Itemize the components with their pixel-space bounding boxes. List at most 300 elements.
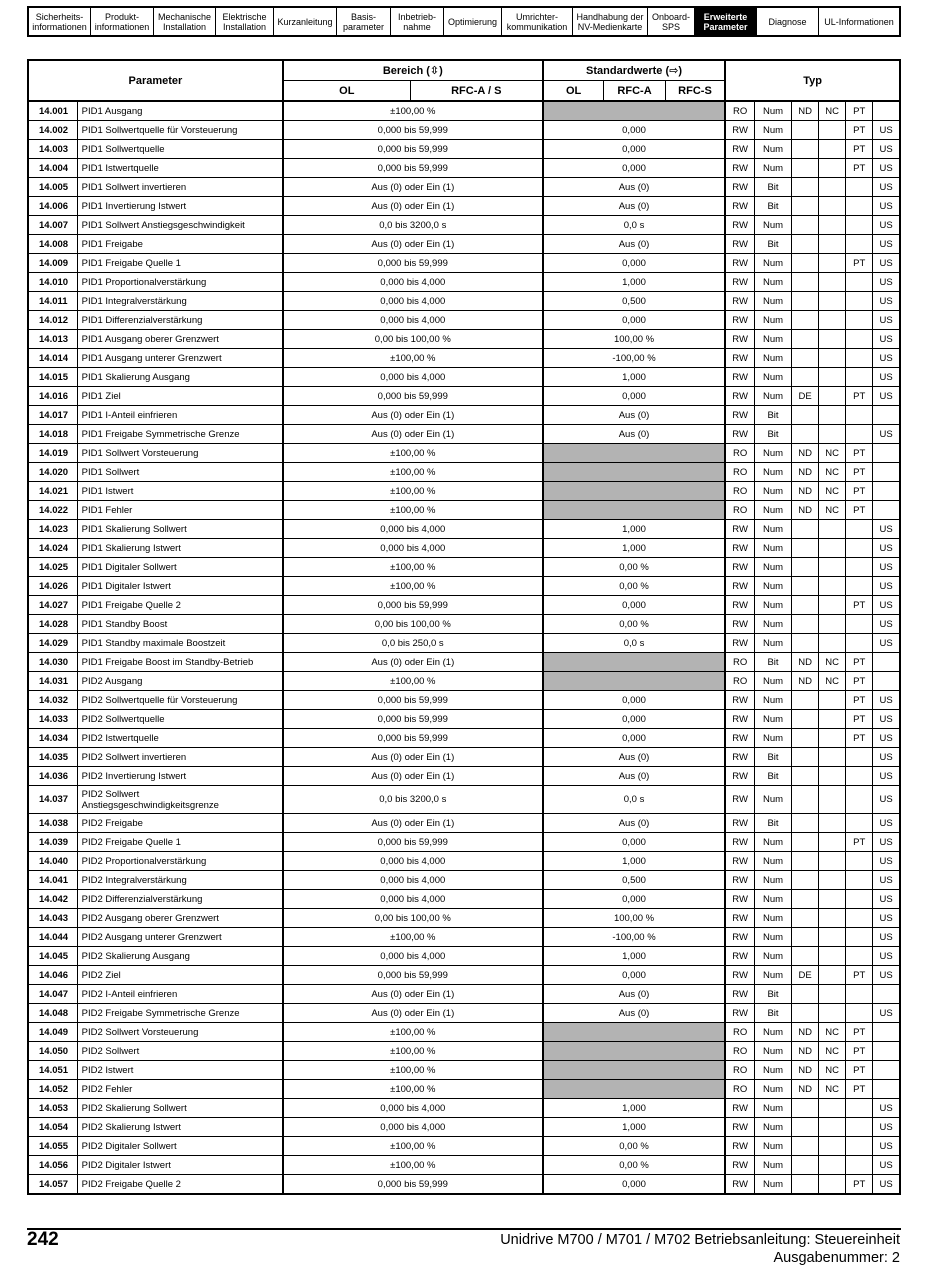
- type-access: RO: [725, 501, 754, 520]
- type-flag-us: US: [873, 368, 900, 387]
- parameter-range: 0,000 bis 59,999: [283, 691, 543, 710]
- type-flag-nd: [792, 928, 819, 947]
- parameter-range: Aus (0) oder Ein (1): [283, 197, 543, 216]
- parameter-name: PID2 Sollwert Anstiegsgeschwindigkeitsgrenze: [77, 786, 283, 814]
- type-flag-nc: NC: [819, 1023, 846, 1042]
- type-flag-pt: PT: [846, 140, 873, 159]
- table-row: [28, 890, 900, 909]
- header-default-ol: OL: [543, 81, 604, 102]
- type-flag-pt: [846, 425, 873, 444]
- parameter-number: 14.018: [28, 425, 77, 444]
- parameter-name: PID1 Invertierung Istwert: [77, 197, 283, 216]
- header-default-rfc-s: RFC-S: [665, 81, 725, 102]
- parameter-name: PID1 Sollwert invertieren: [77, 178, 283, 197]
- parameter-name: PID1 Freigabe Quelle 1: [77, 254, 283, 273]
- parameter-range: 0,000 bis 4,000: [283, 1099, 543, 1118]
- parameter-default: 0,000: [543, 1175, 726, 1195]
- type-flag-pt: [846, 349, 873, 368]
- type-flag-pt: PT: [846, 966, 873, 985]
- type-flag-us: US: [873, 330, 900, 349]
- chapter-tab[interactable]: Optimierung: [444, 8, 502, 35]
- type-access: RO: [725, 463, 754, 482]
- parameter-number: 14.036: [28, 767, 77, 786]
- parameter-default: 0,000: [543, 596, 726, 615]
- parameter-default: 0,00 %: [543, 1137, 726, 1156]
- type-flag-nd: [792, 558, 819, 577]
- type-flag-nd: [792, 178, 819, 197]
- type-access: RO: [725, 1023, 754, 1042]
- type-flag-nc: [819, 814, 846, 833]
- type-flag-pt: PT: [846, 482, 873, 501]
- chapter-tab[interactable]: Kurzanleitung: [274, 8, 337, 35]
- parameter-range: 0,000 bis 4,000: [283, 539, 543, 558]
- parameter-range: 0,000 bis 59,999: [283, 1175, 543, 1195]
- table-row: [28, 349, 900, 368]
- parameter-name: PID1 Istwert: [77, 482, 283, 501]
- parameter-number: 14.031: [28, 672, 77, 691]
- type-access: RO: [725, 1061, 754, 1080]
- type-flag-pt: [846, 273, 873, 292]
- type-flag-us: [873, 672, 900, 691]
- type-flag-nd: ND: [792, 101, 819, 121]
- footer-title-line2: Ausgabenummer: 2: [773, 1250, 900, 1266]
- type-flag-nd: [792, 947, 819, 966]
- parameter-number: 14.028: [28, 615, 77, 634]
- type-flag-us: US: [873, 159, 900, 178]
- type-flag-nc: [819, 330, 846, 349]
- parameter-range: Aus (0) oder Ein (1): [283, 425, 543, 444]
- type-access: RW: [725, 966, 754, 985]
- type-datatype: Num: [754, 786, 791, 814]
- type-datatype: Num: [754, 387, 791, 406]
- parameter-table: [27, 59, 901, 1195]
- type-flag-nd: ND: [792, 1023, 819, 1042]
- type-flag-pt: PT: [846, 444, 873, 463]
- type-access: RO: [725, 444, 754, 463]
- parameter-range: Aus (0) oder Ein (1): [283, 814, 543, 833]
- parameter-name: PID1 Freigabe Boost im Standby-Betrieb: [77, 653, 283, 672]
- type-access: RW: [725, 1004, 754, 1023]
- type-access: RW: [725, 254, 754, 273]
- parameter-number: 14.026: [28, 577, 77, 596]
- type-flag-us: US: [873, 425, 900, 444]
- parameter-number: 14.033: [28, 710, 77, 729]
- type-flag-nc: [819, 786, 846, 814]
- type-flag-nd: [792, 197, 819, 216]
- type-flag-nd: ND: [792, 444, 819, 463]
- chapter-tab[interactable]: Onboard- SPS: [648, 8, 695, 35]
- parameter-default: Aus (0): [543, 1004, 726, 1023]
- chapter-tab[interactable]: Basis- parameter: [337, 8, 391, 35]
- type-datatype: Num: [754, 539, 791, 558]
- type-flag-nc: [819, 539, 846, 558]
- table-row: [28, 444, 900, 463]
- parameter-default: 0,0 s: [543, 216, 726, 235]
- parameter-name: PID2 Proportionalverstärkung: [77, 852, 283, 871]
- type-datatype: Num: [754, 501, 791, 520]
- type-access: RO: [725, 672, 754, 691]
- parameter-name: PID2 Digitaler Sollwert: [77, 1137, 283, 1156]
- header-default-rfc-a: RFC-A: [604, 81, 665, 102]
- parameter-range: 0,000 bis 4,000: [283, 520, 543, 539]
- type-access: RW: [725, 235, 754, 254]
- type-flag-nc: [819, 852, 846, 871]
- type-flag-nd: DE: [792, 966, 819, 985]
- type-access: RW: [725, 1175, 754, 1195]
- parameter-name: PID1 Skalierung Ausgang: [77, 368, 283, 387]
- chapter-tab[interactable]: Sicherheits- informationen: [29, 8, 91, 35]
- type-access: RW: [725, 330, 754, 349]
- type-datatype: Num: [754, 928, 791, 947]
- parameter-range: 0,000 bis 4,000: [283, 947, 543, 966]
- parameter-default: 1,000: [543, 520, 726, 539]
- type-datatype: Num: [754, 140, 791, 159]
- type-flag-nd: [792, 121, 819, 140]
- type-flag-nc: NC: [819, 101, 846, 121]
- parameter-default: 0,000: [543, 311, 726, 330]
- parameter-range: 0,000 bis 4,000: [283, 852, 543, 871]
- type-datatype: Bit: [754, 814, 791, 833]
- type-flag-nd: [792, 1156, 819, 1175]
- type-flag-pt: PT: [846, 1080, 873, 1099]
- type-datatype: Num: [754, 729, 791, 748]
- parameter-name: PID2 Fehler: [77, 1080, 283, 1099]
- type-datatype: Num: [754, 1042, 791, 1061]
- type-access: RW: [725, 928, 754, 947]
- type-flag-pt: PT: [846, 463, 873, 482]
- parameter-number: 14.011: [28, 292, 77, 311]
- table-row: [28, 539, 900, 558]
- type-flag-pt: [846, 406, 873, 425]
- parameter-range: ±100,00 %: [283, 1080, 543, 1099]
- parameter-range: 0,000 bis 4,000: [283, 890, 543, 909]
- parameter-default: 0,000: [543, 691, 726, 710]
- type-flag-nc: [819, 387, 846, 406]
- parameter-number: 14.034: [28, 729, 77, 748]
- type-flag-nd: [792, 909, 819, 928]
- type-flag-pt: [846, 368, 873, 387]
- type-flag-us: [873, 406, 900, 425]
- table-row: [28, 1156, 900, 1175]
- type-access: RW: [725, 691, 754, 710]
- parameter-number: 14.049: [28, 1023, 77, 1042]
- type-flag-us: [873, 1042, 900, 1061]
- parameter-name: PID1 Sollwert Anstiegsgeschwindigkeit: [77, 216, 283, 235]
- parameter-range: Aus (0) oder Ein (1): [283, 985, 543, 1004]
- type-flag-pt: PT: [846, 729, 873, 748]
- parameter-name: PID1 Fehler: [77, 501, 283, 520]
- type-access: RW: [725, 596, 754, 615]
- type-flag-us: US: [873, 1175, 900, 1195]
- type-access: RW: [725, 947, 754, 966]
- parameter-name: PID1 Freigabe: [77, 235, 283, 254]
- table-row: [28, 615, 900, 634]
- type-flag-us: [873, 463, 900, 482]
- type-datatype: Num: [754, 463, 791, 482]
- type-flag-us: US: [873, 178, 900, 197]
- type-datatype: Num: [754, 852, 791, 871]
- type-flag-nc: [819, 615, 846, 634]
- parameter-default: 0,00 %: [543, 615, 726, 634]
- type-datatype: Num: [754, 1118, 791, 1137]
- type-access: RO: [725, 653, 754, 672]
- table-row: [28, 463, 900, 482]
- table-row: [28, 1061, 900, 1080]
- table-row: [28, 254, 900, 273]
- parameter-name: PID1 Digitaler Sollwert: [77, 558, 283, 577]
- type-flag-us: US: [873, 558, 900, 577]
- chapter-tab[interactable]: Mechanische Installation: [154, 8, 216, 35]
- type-flag-pt: [846, 890, 873, 909]
- parameter-default: 0,000: [543, 710, 726, 729]
- table-row: [28, 121, 900, 140]
- type-flag-nd: [792, 577, 819, 596]
- parameter-number: 14.039: [28, 833, 77, 852]
- page-number: 242: [27, 1229, 59, 1250]
- parameter-range: Aus (0) oder Ein (1): [283, 235, 543, 254]
- chapter-tab[interactable]: Umrichter- kommunikation: [502, 8, 573, 35]
- parameter-default: 1,000: [543, 947, 726, 966]
- type-flag-us: US: [873, 387, 900, 406]
- type-access: RW: [725, 710, 754, 729]
- type-flag-pt: PT: [846, 1061, 873, 1080]
- parameter-range: ±100,00 %: [283, 501, 543, 520]
- parameter-number: 14.004: [28, 159, 77, 178]
- type-flag-nc: [819, 1099, 846, 1118]
- parameter-number: 14.030: [28, 653, 77, 672]
- type-flag-nc: [819, 425, 846, 444]
- type-access: RW: [725, 767, 754, 786]
- type-flag-nc: [819, 691, 846, 710]
- type-flag-pt: [846, 871, 873, 890]
- chapter-tab[interactable]: Produkt- informationen: [91, 8, 154, 35]
- type-access: RW: [725, 985, 754, 1004]
- type-flag-nd: [792, 292, 819, 311]
- table-row: [28, 273, 900, 292]
- type-datatype: Num: [754, 1137, 791, 1156]
- type-flag-pt: [846, 197, 873, 216]
- type-datatype: Num: [754, 615, 791, 634]
- parameter-default: Aus (0): [543, 235, 726, 254]
- type-flag-nc: [819, 178, 846, 197]
- parameter-range: 0,0 bis 3200,0 s: [283, 216, 543, 235]
- type-datatype: Bit: [754, 425, 791, 444]
- type-access: RW: [725, 909, 754, 928]
- chapter-tab[interactable]: Inbetrieb- nahme: [391, 8, 444, 35]
- chapter-tab[interactable]: UL-Informationen: [824, 16, 894, 27]
- type-flag-us: US: [873, 197, 900, 216]
- type-access: RW: [725, 273, 754, 292]
- parameter-rows: [28, 101, 900, 1194]
- parameter-range: Aus (0) oder Ein (1): [283, 406, 543, 425]
- type-access: RW: [725, 833, 754, 852]
- parameter-name: PID2 Sollwertquelle: [77, 710, 283, 729]
- type-datatype: Num: [754, 292, 791, 311]
- type-datatype: Num: [754, 482, 791, 501]
- type-flag-pt: PT: [846, 101, 873, 121]
- parameter-range: ±100,00 %: [283, 444, 543, 463]
- type-datatype: Bit: [754, 653, 791, 672]
- type-flag-us: [873, 1080, 900, 1099]
- type-flag-nc: [819, 871, 846, 890]
- type-flag-nd: ND: [792, 1042, 819, 1061]
- type-flag-nc: [819, 1118, 846, 1137]
- parameter-number: 14.032: [28, 691, 77, 710]
- type-datatype: Num: [754, 159, 791, 178]
- type-flag-us: US: [873, 966, 900, 985]
- type-flag-pt: [846, 216, 873, 235]
- type-flag-nd: [792, 1175, 819, 1195]
- type-datatype: Num: [754, 121, 791, 140]
- parameter-range: 0,00 bis 100,00 %: [283, 909, 543, 928]
- parameter-name: PID2 Skalierung Ausgang: [77, 947, 283, 966]
- type-access: RW: [725, 140, 754, 159]
- parameter-name: PID2 Skalierung Sollwert: [77, 1099, 283, 1118]
- type-access: RO: [725, 482, 754, 501]
- type-flag-nd: [792, 710, 819, 729]
- parameter-range: ±100,00 %: [283, 1156, 543, 1175]
- type-flag-us: US: [873, 539, 900, 558]
- type-flag-nc: [819, 1156, 846, 1175]
- parameter-range: 0,00 bis 100,00 %: [283, 615, 543, 634]
- parameter-number: 14.007: [28, 216, 77, 235]
- parameter-name: PID2 Freigabe Quelle 2: [77, 1175, 283, 1195]
- type-flag-nc: [819, 966, 846, 985]
- parameter-number: 14.051: [28, 1061, 77, 1080]
- parameter-default: [543, 501, 726, 520]
- table-row: [28, 909, 900, 928]
- table-row: [28, 653, 900, 672]
- parameter-name: PID1 I-Anteil einfrieren: [77, 406, 283, 425]
- table-row: [28, 871, 900, 890]
- type-flag-nd: [792, 729, 819, 748]
- table-row: [28, 425, 900, 444]
- parameter-range: 0,000 bis 59,999: [283, 121, 543, 140]
- parameter-name: PID1 Digitaler Istwert: [77, 577, 283, 596]
- parameter-range: 0,00 bis 100,00 %: [283, 330, 543, 349]
- chapter-tab[interactable]: Erweiterte Parameter: [695, 8, 757, 35]
- type-access: RW: [725, 1099, 754, 1118]
- parameter-range: 0,000 bis 59,999: [283, 729, 543, 748]
- parameter-number: 14.053: [28, 1099, 77, 1118]
- chapter-tab[interactable]: Elektrische Installation: [216, 8, 274, 35]
- type-flag-nc: [819, 216, 846, 235]
- type-access: RW: [725, 197, 754, 216]
- parameter-number: 14.006: [28, 197, 77, 216]
- type-access: RW: [725, 159, 754, 178]
- type-flag-pt: PT: [846, 1042, 873, 1061]
- type-flag-pt: PT: [846, 833, 873, 852]
- type-flag-nc: NC: [819, 463, 846, 482]
- type-flag-nd: [792, 254, 819, 273]
- type-flag-nc: [819, 729, 846, 748]
- parameter-default: 0,000: [543, 140, 726, 159]
- parameter-number: 14.009: [28, 254, 77, 273]
- type-flag-pt: [846, 311, 873, 330]
- parameter-name: PID1 Sollwert Vorsteuerung: [77, 444, 283, 463]
- type-flag-nc: [819, 833, 846, 852]
- type-flag-us: US: [873, 710, 900, 729]
- parameter-number: 14.016: [28, 387, 77, 406]
- parameter-range: 0,0 bis 3200,0 s: [283, 786, 543, 814]
- type-access: RW: [725, 558, 754, 577]
- type-flag-nd: [792, 159, 819, 178]
- type-flag-us: US: [873, 928, 900, 947]
- parameter-name: PID2 Sollwert Vorsteuerung: [77, 1023, 283, 1042]
- parameter-range: 0,000 bis 59,999: [283, 254, 543, 273]
- parameter-range: 0,000 bis 59,999: [283, 159, 543, 178]
- table-row: [28, 1175, 900, 1195]
- type-datatype: Bit: [754, 1004, 791, 1023]
- chapter-tab[interactable]: Handhabung der NV-Medienkarte: [573, 8, 648, 35]
- type-flag-pt: [846, 539, 873, 558]
- parameter-default: 0,500: [543, 871, 726, 890]
- type-datatype: Num: [754, 890, 791, 909]
- table-row: [28, 178, 900, 197]
- type-flag-pt: [846, 852, 873, 871]
- type-flag-nd: [792, 615, 819, 634]
- type-access: RW: [725, 368, 754, 387]
- type-flag-us: [873, 501, 900, 520]
- parameter-number: 14.020: [28, 463, 77, 482]
- parameter-number: 14.042: [28, 890, 77, 909]
- type-flag-nc: [819, 1175, 846, 1195]
- type-datatype: Num: [754, 1156, 791, 1175]
- parameter-default: 0,0 s: [543, 786, 726, 814]
- parameter-range: 0,000 bis 59,999: [283, 596, 543, 615]
- parameter-name: PID1 Ziel: [77, 387, 283, 406]
- parameter-default: [543, 672, 726, 691]
- parameter-range: 0,000 bis 4,000: [283, 871, 543, 890]
- type-flag-nd: [792, 691, 819, 710]
- parameter-name: PID2 Ausgang oberer Grenzwert: [77, 909, 283, 928]
- type-access: RW: [725, 520, 754, 539]
- parameter-number: 14.012: [28, 311, 77, 330]
- table-row: [28, 947, 900, 966]
- parameter-range: Aus (0) oder Ein (1): [283, 748, 543, 767]
- parameter-range: ±100,00 %: [283, 101, 543, 121]
- type-flag-us: [873, 1061, 900, 1080]
- table-row: [28, 330, 900, 349]
- type-flag-nd: [792, 406, 819, 425]
- parameter-default: 0,000: [543, 890, 726, 909]
- parameter-number: 14.013: [28, 330, 77, 349]
- type-flag-us: US: [873, 292, 900, 311]
- parameter-range: ±100,00 %: [283, 928, 543, 947]
- parameter-range: ±100,00 %: [283, 482, 543, 501]
- parameter-default: 1,000: [543, 1118, 726, 1137]
- type-flag-pt: PT: [846, 653, 873, 672]
- parameter-default: Aus (0): [543, 197, 726, 216]
- type-datatype: Num: [754, 909, 791, 928]
- table-row: [28, 197, 900, 216]
- type-flag-pt: PT: [846, 1175, 873, 1195]
- table-row: [28, 928, 900, 947]
- parameter-default: 100,00 %: [543, 909, 726, 928]
- footer-title-line1: Unidrive M700 / M701 / M702 Betriebsanleitung: Steuereinheit: [500, 1232, 900, 1248]
- table-row: [28, 311, 900, 330]
- parameter-range: 0,000 bis 4,000: [283, 273, 543, 292]
- type-datatype: Num: [754, 444, 791, 463]
- type-flag-us: US: [873, 947, 900, 966]
- type-access: RW: [725, 814, 754, 833]
- chapter-tab[interactable]: Diagnose: [757, 8, 819, 35]
- parameter-default: 0,000: [543, 159, 726, 178]
- type-flag-nd: [792, 349, 819, 368]
- type-flag-us: US: [873, 615, 900, 634]
- parameter-default: 0,000: [543, 833, 726, 852]
- type-access: RO: [725, 1042, 754, 1061]
